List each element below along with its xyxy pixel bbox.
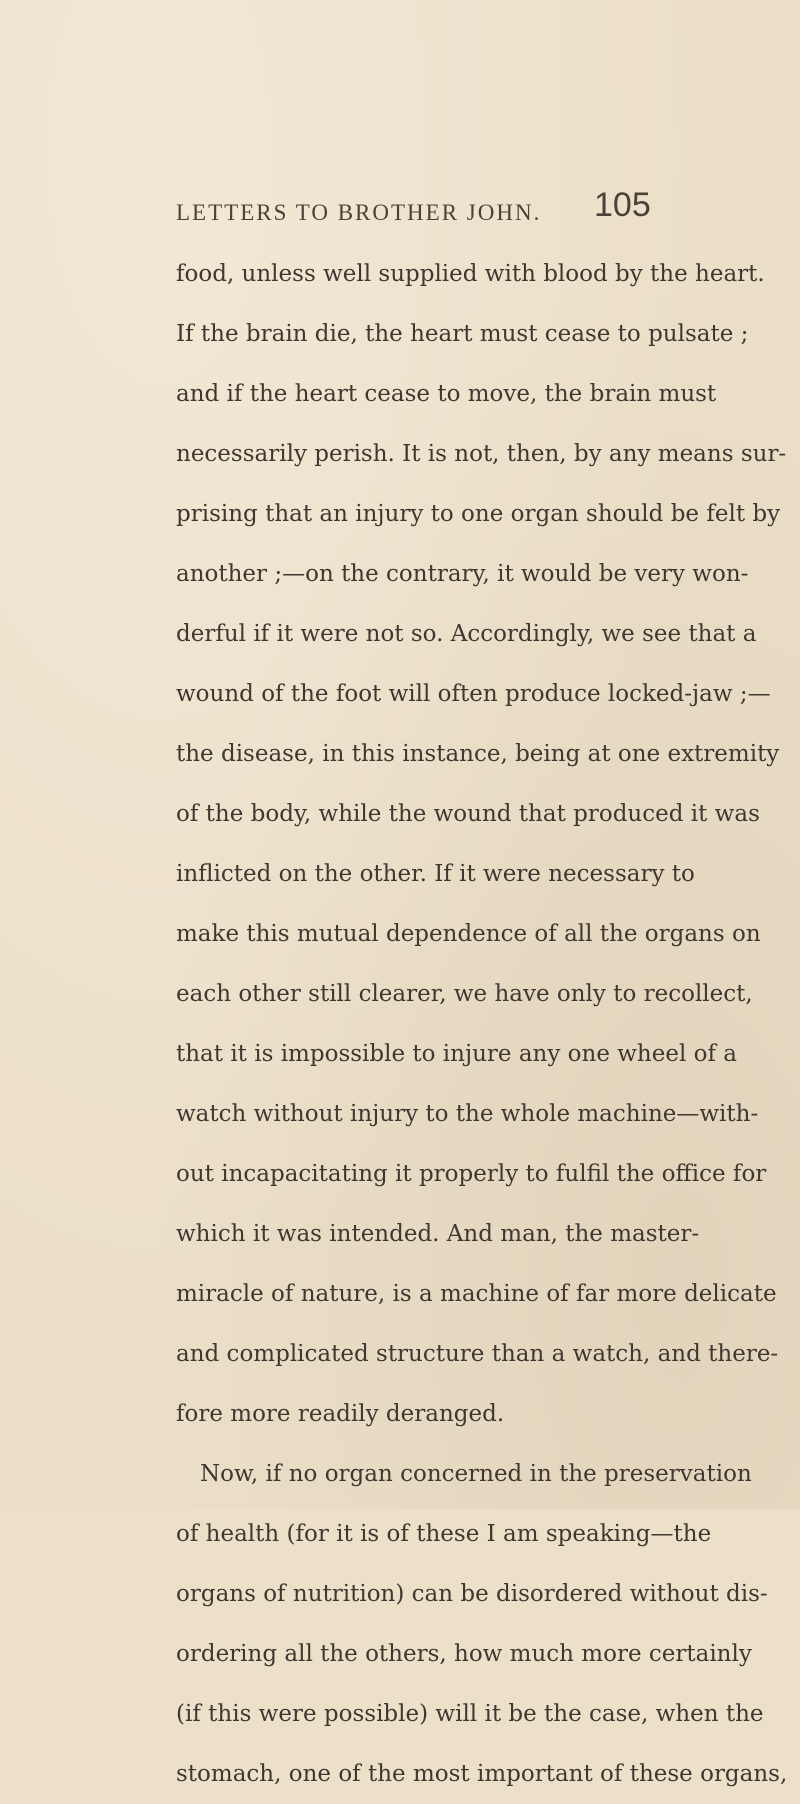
text-line: necessarily perish. It is not, then, by any means sur- xyxy=(176,441,787,467)
text-line: out incapacitating it properly to fulfil the office for xyxy=(176,1161,767,1187)
text-line: of the body, while the wound that produced it was xyxy=(176,801,760,827)
text-line: stomach, one of the most important of these organs, xyxy=(176,1761,788,1787)
running-head: LETTERS TO BROTHER JOHN. xyxy=(176,200,542,225)
paragraph-first-line: Now, if no organ concerned in the preservation xyxy=(200,1461,752,1487)
text-line: derful if it were not so. Accordingly, we see that a xyxy=(176,621,757,647)
text-line: the disease, in this instance, being at one extremity xyxy=(176,741,780,767)
text-line: which it was intended. And man, the master- xyxy=(176,1221,700,1247)
text-line: wound of the foot will often produce locked-jaw ;— xyxy=(176,681,771,707)
text-line: another ;—on the contrary, it would be very won- xyxy=(176,561,749,587)
text-line: make this mutual dependence of all the organs on xyxy=(176,921,761,947)
text-line: food, unless well supplied with blood by the heart. xyxy=(176,261,765,287)
text-line: prising that an injury to one organ should be felt by xyxy=(176,501,781,527)
text-line: (if this were possible) will it be the case, when the xyxy=(176,1701,764,1727)
body-text xyxy=(176,244,788,1804)
text-line: If the brain die, the heart must cease to pulsate ; xyxy=(176,321,749,347)
text-line: watch without injury to the whole machine—with- xyxy=(176,1101,759,1127)
paragraph-last-line: fore more readily deranged. xyxy=(176,1401,505,1427)
text-line: inflicted on the other. If it were necessary to xyxy=(176,861,695,887)
text-line: organs of nutrition) can be disordered without dis- xyxy=(176,1581,768,1607)
text-line: and complicated structure than a watch, and there- xyxy=(176,1341,779,1367)
text-line: ordering all the others, how much more certainly xyxy=(176,1641,752,1667)
page-number: 105 xyxy=(594,186,651,224)
text-line: that it is impossible to injure any one wheel of a xyxy=(176,1041,738,1067)
text-line: and if the heart cease to move, the brain must xyxy=(176,381,717,407)
text-line: miracle of nature, is a machine of far more delicate xyxy=(176,1281,777,1307)
text-line: of health (for it is of these I am speaking—the xyxy=(176,1521,712,1547)
text-line: each other still clearer, we have only to recollect, xyxy=(176,981,753,1007)
